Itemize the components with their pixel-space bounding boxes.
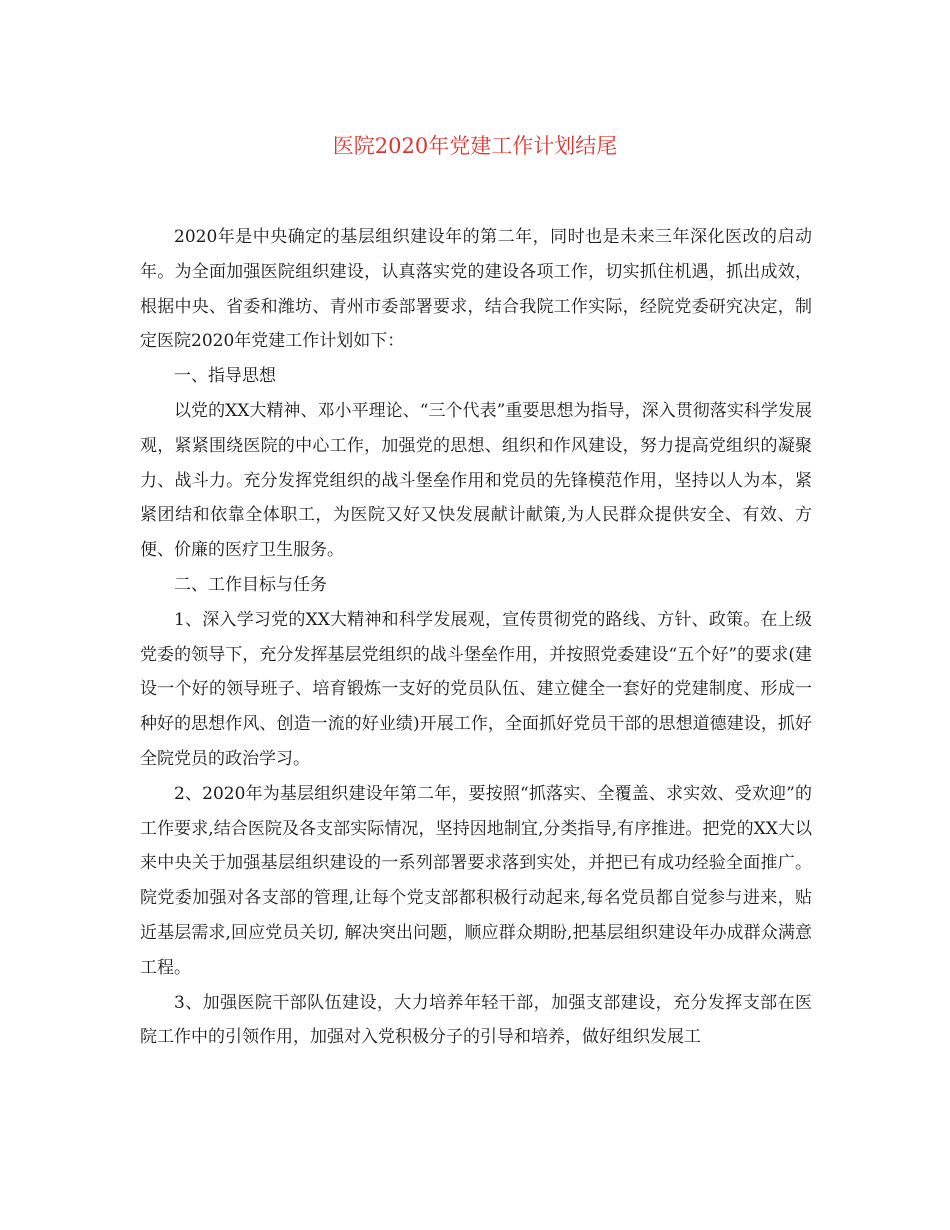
- intro-paragraph: 2020年是中央确定的基层组织建设年的第二年，同时也是未来三年深化医改的启动年。为全面加强医院组织建设，认真落实党的建设各项工作，切实抓住机遇，抓出成效，根据中央、省委和潍坊、青州市委部署要求，结合我院工作实际，经院党委研究决定，制定医院2020年党建工作计划如下：: [140, 227, 812, 352]
- document-title: 医院2020年党建工作计划结尾: [332, 134, 618, 158]
- document-body: [140, 220, 812, 1055]
- section-heading-guiding-ideology: 一、指导思想: [174, 366, 276, 387]
- section-heading-goals-tasks: 二、工作目标与任务: [174, 574, 327, 595]
- task-paragraph-1: 1、深入学习党的XX大精神和科学发展观，宣传贯彻党的路线、方针、政策。在上级党委的领导下，充分发挥基层党组织的战斗堡垒作用，并按照党委建设“五个好”的要求(建设一个好的领导班子、培育锻炼一支好的党员队伍、建立健全一套好的党建制度、形成一种好的思想作风、创造一流的好业绩)开展工作，全面抓好党员干部的思想道德建设，抓好全院党员的政治学习。: [140, 609, 812, 769]
- guiding-ideology-paragraph: 以党的XX大精神、邓小平理论、“三个代表”重要思想为指导，深入贯彻落实科学发展观，紧紧围绕医院的中心工作，加强党的思想、组织和作风建设，努力提高党组织的凝聚力、战斗力。充分发挥党组织的战斗堡垒作用和党员的先锋模范作用，坚持以人为本，紧紧团结和依靠全体职工，为医院又好又快发展献计献策,为人民群众提供安全、有效、方便、价廉的医疗卫生服务。: [140, 400, 812, 561]
- task-paragraph-2: 2、2020年为基层组织建设年第二年，要按照“抓落实、全覆盖、求实效、受欢迎”的工作要求,结合医院及各支部实际情况，坚持因地制宜,分类指导,有序推进。把党的XX大以来中央关于加强基层组织建设的一系列部署要求落到实处，并把已有成功经验全面推广。院党委加强对各支部的管理,让每个党支部都积极行动起来,每名党员都自觉参与进来，贴近基层需求,回应党员关切, 解决突出问题，顺应群众期盼,把基层组织建设年办成群众满意工程。: [140, 783, 812, 978]
- task-paragraph-3: 3、加强医院干部队伍建设，大力培养年轻干部，加强支部建设，充分发挥支部在医院工作中的引领作用，加强对入党积极分子的引导和培养，做好组织发展工: [140, 992, 812, 1048]
